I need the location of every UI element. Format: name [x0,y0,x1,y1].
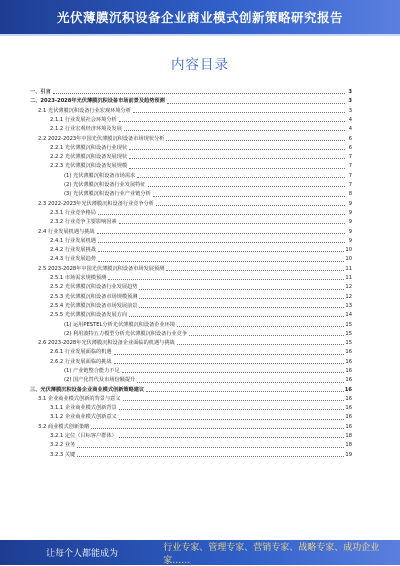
toc-leader-dots [98,213,345,215]
toc-page-number: 4 [348,116,352,123]
toc-entry-text: 2.1.1 行业发展社会环境分析 [50,116,117,123]
toc-entry-text: 3.2.1 定位（目标客户群体） [50,433,117,440]
toc-leader-dots [53,92,345,94]
toc-entry-text: (2) 利用波特五力模型分析光伏薄膜沉积设备行业竞争 [64,330,188,337]
toc-entry[interactable] [30,216,352,225]
toc-leader-dots [98,241,345,243]
toc-entry-text: 2.1 光伏薄膜沉积设备行业宏观环境分析 [38,107,131,114]
toc-entry-text: 2.2 2022-2023年中国光伏薄膜沉积设备市场现状分析 [38,135,165,142]
toc-page-number: 7 [348,172,352,179]
toc-entry-text: (1) 光伏薄膜沉积设备市场需求 [64,172,136,179]
toc-page-number: 18 [345,442,352,449]
toc-page-number: 6 [348,135,352,142]
toc-leader-dots [119,418,345,420]
toc-leader-dots [139,288,344,290]
toc-entry-text: (1) 产业链整合能力不足 [64,368,120,374]
toc-entry[interactable] [30,95,352,104]
toc-leader-dots [166,139,345,141]
toc-entry-text: 2.4 行业发展机遇与挑战 [38,228,95,235]
toc-entry[interactable] [30,439,352,448]
toc-page-number: 12 [345,293,352,300]
toc-entry[interactable] [30,309,352,318]
toc-entry-text: 2.5 2023-2028年中国光伏薄膜沉积设备市场发展预测 [38,265,165,272]
footer-brand: 让每个人都能成为 [46,549,119,559]
toc-page-number: 16 [345,414,352,421]
toc-leader-dots [137,381,344,383]
toc-entry-text: 二、2023-2028年光伏薄膜沉积设备市场前景及趋势预测 [30,98,165,105]
toc-entry[interactable] [30,356,352,365]
toc-entry-text: 2.6.2 行业发展面临的挑战 [50,358,112,365]
toc-entry[interactable] [30,188,352,197]
toc-page-number: 11 [345,275,352,282]
toc-leader-dots [77,455,344,457]
toc-leader-dots [166,269,344,271]
toc-leader-dots [123,399,345,401]
toc-entry-text: 2.5.3 光伏薄膜沉积设备市场规模预测 [50,293,138,300]
toc-leader-dots [139,297,344,299]
toc-page-number: 11 [345,265,352,272]
toc-entry-text: 2.5.1 市场需求规模预测 [50,275,107,282]
toc-entry-text: 2.2.3 光伏薄膜沉积设备发展规模 [50,163,128,170]
toc-page-number: 18 [345,433,352,440]
toc-page-number: 16 [345,423,352,430]
report-header-bar [0,0,400,34]
toc-entry[interactable] [30,105,352,114]
toc-entry[interactable] [30,337,352,346]
toc-leader-dots [114,353,345,355]
toc-entry[interactable] [30,374,352,383]
toc-leader-dots [98,260,344,262]
toc-leader-dots [156,204,345,206]
toc-page-number: 19 [345,451,352,458]
toc-page-number: 9 [348,237,352,244]
toc-leader-dots [129,157,345,159]
toc-heading: 内容目录 [171,57,229,73]
toc-page-number: 7 [348,163,352,170]
toc-page-number: 9 [348,219,352,226]
toc-page-number: 16 [345,368,352,374]
toc-leader-dots [119,408,345,410]
toc-page-number: 12 [345,284,352,291]
toc-entry-text: 3.2.2 业务 [50,442,76,449]
toc-page-number: 9 [348,228,352,235]
toc-entry-text: 2.4.3 行业发展趋势 [50,256,96,263]
toc-leader-dots [167,102,345,104]
toc-page-number: 3 [348,89,352,96]
toc-page-number: 9 [348,200,352,207]
toc-entry[interactable] [30,263,352,272]
toc-entry[interactable] [30,151,352,160]
toc-leader-dots [133,111,345,113]
report-title: 光伏薄膜沉积设备企业商业模式创新策略研究报告 [56,10,343,25]
footer-slogan: 行业专家、管理专家、营销专家、战略专家、成功企业家…… [163,542,380,566]
toc-entry-text: 3.1 企业商业模式创新的背景与意义 [38,395,121,402]
toc-page-number: 7 [348,154,352,161]
toc-entry[interactable] [30,132,352,141]
toc-entry[interactable] [30,123,352,132]
toc-entry-text: 2.2.1 光伏薄膜沉积设备行业现状 [50,144,128,151]
toc-page-number: 16 [345,395,352,402]
toc-entry[interactable] [30,207,352,216]
toc-entry[interactable] [30,170,352,179]
toc-entry-text: (3) 光伏薄膜沉积设备行业产业链分析 [64,191,151,198]
toc-entry-text: 2.4.2 行业发展挑战 [50,247,96,254]
toc-entry[interactable] [30,235,352,244]
toc-page-number: 4 [348,126,352,133]
toc-entry[interactable] [30,393,352,402]
toc-page-number: 16 [345,358,352,365]
toc-page-number: 16 [344,386,352,393]
toc-leader-dots [119,436,345,438]
toc-page-number: 15 [345,340,352,347]
toc-entry-text: (1) 运用PESTEL分析光伏薄膜沉积设备企业环境 [64,321,176,328]
toc-entry-text: 2.4.1 行业发展机遇 [50,237,96,244]
toc-leader-dots [119,222,345,224]
toc-page-number: 14 [345,312,352,319]
toc-entry-text: 3.2.3 关键 [50,451,76,458]
toc-entry[interactable] [30,160,352,169]
toc-leader-dots [148,185,345,187]
toc-entry[interactable] [30,281,352,290]
toc-entry[interactable] [30,411,352,420]
toc-entry[interactable] [30,421,352,430]
toc-entry[interactable] [30,300,352,309]
toc-page-number: 15 [345,330,352,337]
toc-entry-text: 2.6.1 行业发展面临的机遇 [50,349,112,356]
toc-entry[interactable] [30,346,352,355]
toc-entry[interactable] [30,291,352,300]
toc-page-number: 8 [348,191,352,198]
toc-entry[interactable] [30,328,352,337]
toc-entry-text: 3.2 商业模式创新策略 [38,423,90,430]
toc-entry[interactable] [30,198,352,207]
toc-entry[interactable] [30,114,352,123]
toc-entry-text: 2.5.4 光伏薄膜沉积设备市场发展前景 [50,302,138,309]
toc-leader-dots [108,278,344,280]
toc-page-number: 9 [348,209,352,216]
toc-entry[interactable] [30,449,352,458]
toc-entry[interactable] [30,142,352,151]
toc-page-number: 6 [348,144,352,151]
toc-entry[interactable] [30,365,352,374]
toc-leader-dots [189,334,344,336]
toc-entry[interactable] [30,402,352,411]
toc-entry[interactable] [30,384,352,393]
toc-leader-dots [122,371,345,373]
toc-entry[interactable] [30,179,352,188]
toc-page-number: 16 [345,349,352,356]
toc-entry-text: 2.5.5 光伏薄膜沉积设备发展方向 [50,312,128,319]
toc-entry[interactable] [30,272,352,281]
toc-leader-dots [77,446,344,448]
toc-entry-text: 3.1.2 企业商业模式创新意义 [50,414,117,421]
toc-leader-dots [129,315,344,317]
toc-leader-dots [129,167,345,169]
toc-leader-dots [124,129,345,131]
toc-entry-text: 2.6 2023-2028年光伏薄膜沉积设备企业面临的机遇与挑战 [38,340,175,347]
toc-entry[interactable] [30,318,352,327]
toc-page-number: 10 [345,256,352,263]
toc-page-number: 10 [345,247,352,254]
header-divider [0,34,400,36]
toc-leader-dots [114,362,345,364]
toc-entry[interactable] [30,244,352,253]
toc-leader-dots [98,250,344,252]
toc-page-number: 16 [345,405,352,412]
toc-entry-text: 2.2.2 光伏薄膜沉积设备发展现状 [50,154,128,161]
toc-page-number: 13 [345,302,352,309]
toc-entry-text: 2.1.2 行业宏观经济环境及发展 [50,126,122,133]
table-of-contents [30,86,352,458]
toc-entry-text: 2.3 2022-2023年光伏薄膜沉积设备行业竞争分析 [38,200,154,207]
toc-leader-dots [139,306,344,308]
toc-page-number: 15 [345,321,352,328]
toc-leader-dots [146,390,344,392]
toc-page-number: 3 [348,107,352,114]
toc-page-number: 7 [348,182,352,189]
toc-page-number: 16 [345,377,352,384]
footer-bar [0,540,400,565]
toc-leader-dots [119,120,345,122]
toc-leader-dots [137,176,345,178]
toc-entry[interactable] [30,253,352,262]
toc-entry-text: (2) 光伏薄膜沉积设备行业发展特征 [64,182,146,189]
toc-leader-dots [129,148,345,150]
toc-leader-dots [153,195,345,197]
toc-entry-text: 2.5.2 光伏薄膜沉积设备行业发展趋势 [50,284,138,291]
toc-entry-text: 一、引言 [30,89,51,96]
toc-leader-dots [91,427,344,429]
toc-entry-text: 2.3.1 行业竞争格局 [50,209,96,216]
toc-entry[interactable] [30,430,352,439]
toc-entry-text: 2.3.2 行业竞争主要影响因素 [50,219,117,226]
toc-leader-dots [177,343,345,345]
toc-entry-text: (2) 国产化替代及市场份额提升 [64,377,136,384]
toc-leader-dots [177,325,344,327]
toc-entry-text: 三、光伏薄膜沉积设备企业商业模式创新策略建议 [30,386,145,393]
toc-entry[interactable] [30,225,352,234]
toc-page-number: 3 [348,98,352,105]
toc-leader-dots [97,232,345,234]
toc-entry[interactable] [30,86,352,95]
toc-entry-text: 3.1.1 企业商业模式创新背景 [50,405,117,412]
